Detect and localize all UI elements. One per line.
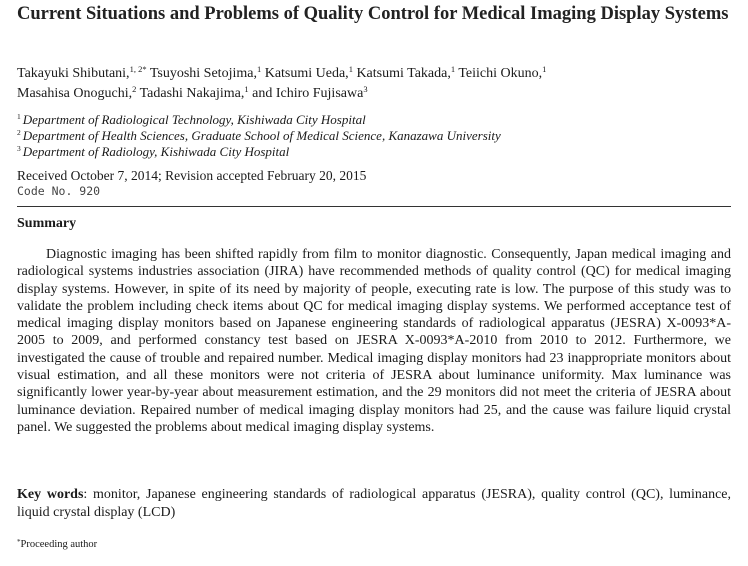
author: Takayuki Shibutani,$^{1, 2*}$ <box>17 64 147 81</box>
author: Katsumi Ueda,$^1$ <box>264 64 353 81</box>
author: Tsuyoshi Setojima,$^1$ <box>149 64 262 81</box>
author: Katsumi Takada,$^1$ <box>356 64 456 81</box>
author: Tadashi Nakajima,$^1$ <box>139 84 249 101</box>
summary-heading: Summary <box>17 216 77 231</box>
author: Masahisa Onoguchi,$^2$ <box>17 84 137 101</box>
keywords-text: : monitor, Japanese engineering standards of radiological apparatus (JESRA), quality control (QC), luminance, liquid crystal display (LCD) <box>17 487 731 520</box>
affiliation: $^3$ Department of Radiology, Kishiwada City Hospital <box>17 144 290 159</box>
abstract-text: Diagnostic imaging has been shifted rapidly from film to monitor diagnostic. Consequently, Japan medical imaging and radiological systems industries association (JIRA) have recommended methods of quality control (QC) for medical imaging display systems. However, in spite of its need by majority of people, executing rate is low. The purpose of this study was to validate the problem including check items about QC for medical imaging display systems. We performed acceptance test of medical imaging display monitors based on Japanese engineering standards of radiological apparatus (JESRA) X-0093*A-2005 to 2009, and performed constancy test based on JESRA X-0093*A-2010 from 2010 to 2012. Furthermore, we investigated the cause of trouble and repaired number. Medical imaging display monitors had 23 inappropriate monitors about visual estimation, and all these monitors were not criteria of JESRA about luminance uniformity. Max luminance was significantly lower year-by-year about measurement estimation, and the 29 monitors did not meet the criteria of JESRA about luminance deviation. Repaired number of medical imaging display monitors had 25, and the cause was failure liquid crystal panel. We suggested the problems about medical imaging display systems. <box>17 247 731 435</box>
author-list <box>17 64 731 104</box>
paper-title: Current Situations and Problems of Quality Control for Medical Imaging Display Systems <box>17 4 729 24</box>
received-date: Received October 7, 2014; Revision accepted February 20, 2015 <box>17 168 367 183</box>
code-number: Code No. 920 <box>17 184 101 198</box>
author: and Ichiro Fujisawa$^3$ <box>252 84 368 101</box>
affiliation: $^1$ Department of Radiological Technology, Kishiwada City Hospital <box>17 112 366 127</box>
affiliation: $^2$ Department of Health Sciences, Graduate School of Medical Science, Kanazawa University <box>17 128 501 143</box>
affiliation-list <box>17 112 731 160</box>
keywords <box>17 486 731 522</box>
author: Teiichi Okuno,$^1$ <box>458 64 547 81</box>
keywords-label: Key words <box>17 487 84 502</box>
section-divider <box>17 206 731 207</box>
footnote: *Proceeding author <box>17 538 98 550</box>
